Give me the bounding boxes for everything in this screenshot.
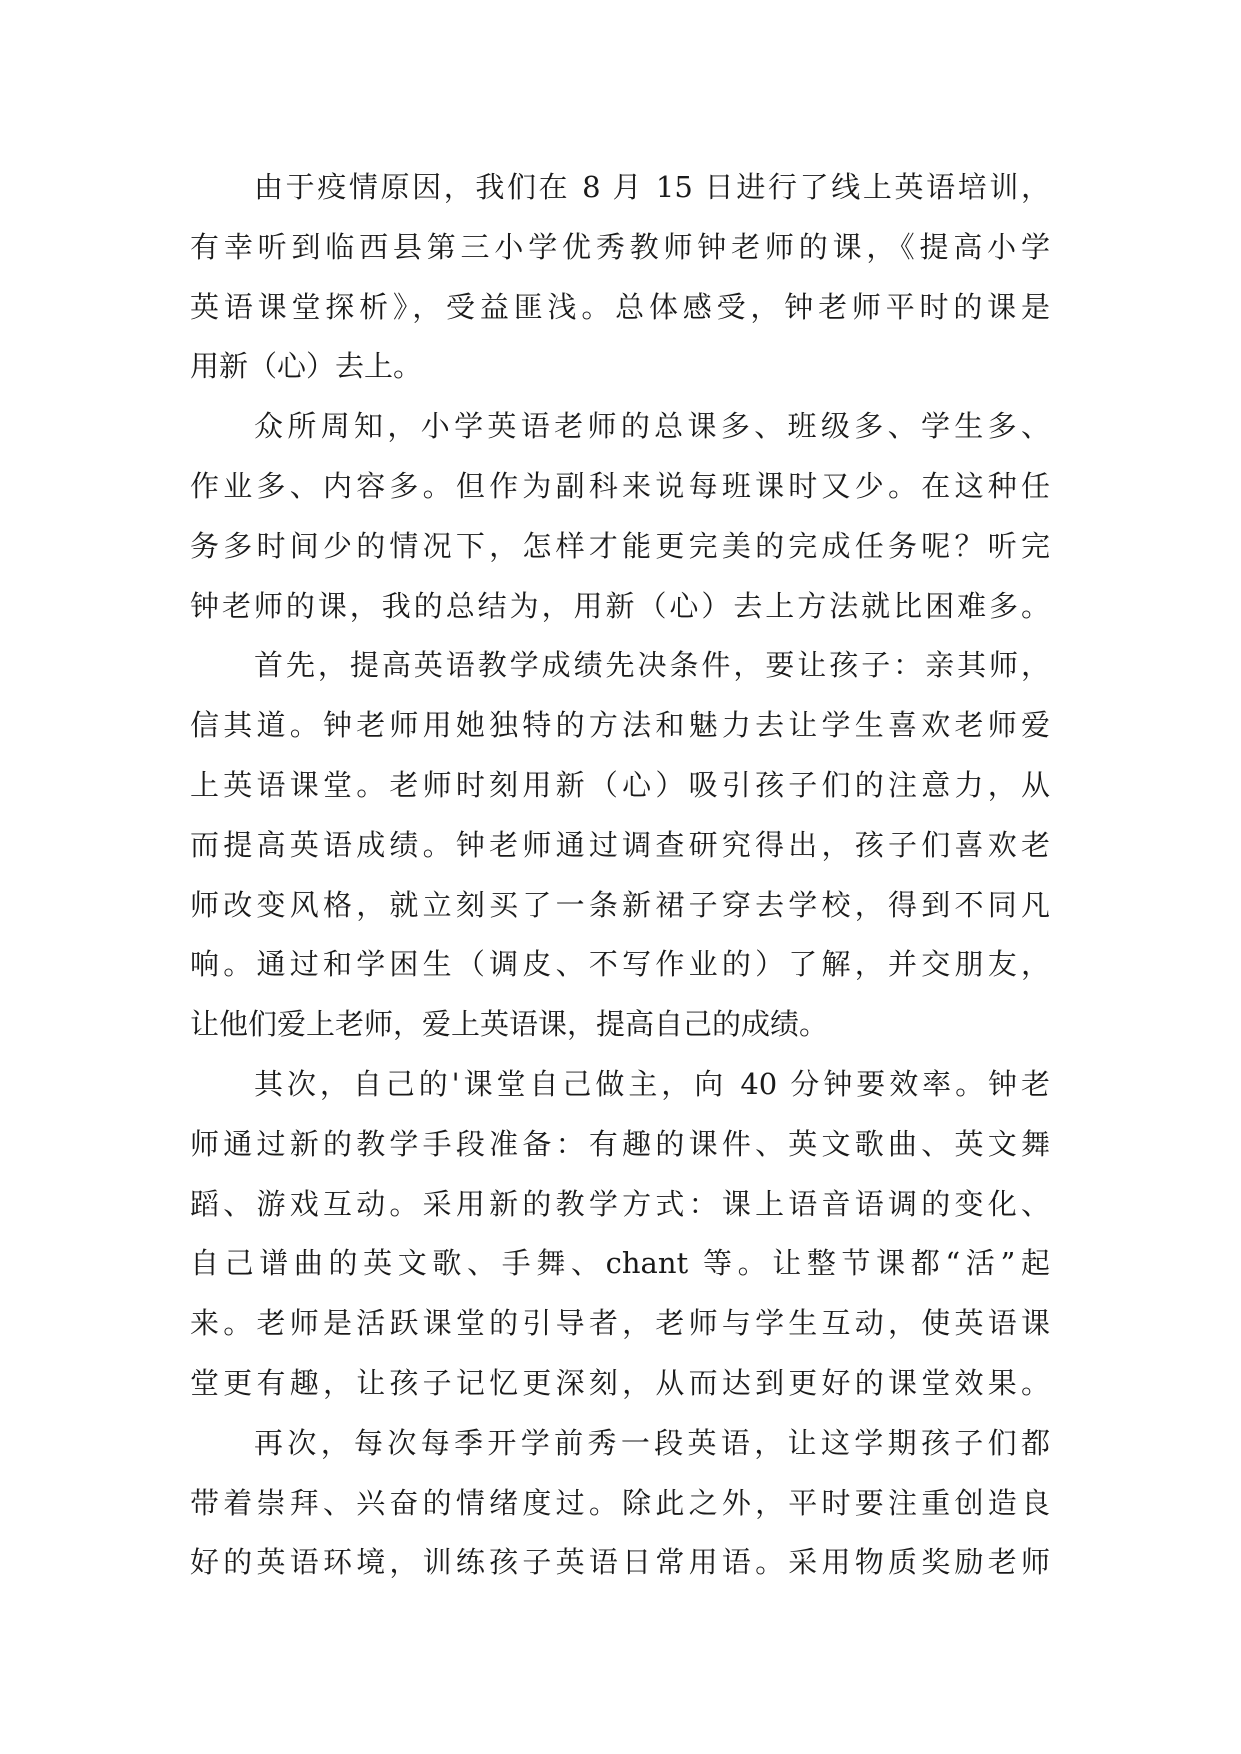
paragraph-5-line-1: 再次，每次每季开学前秀一段英语，让这学期孩子们都 (254, 1425, 1050, 1460)
paragraph-4-line-6: 堂更有趣，让孩子记忆更深刻，从而达到更好的课堂效果。 (190, 1365, 1050, 1400)
paragraph-4-line-1: 其次，自己的'课堂自己做主，向 40 分钟要效率。钟老 (254, 1066, 1050, 1101)
paragraph-4-line-4: 自己谱曲的英文歌、手舞、chant 等。让整节课都“活”起 (190, 1246, 1050, 1281)
paragraph-2-line-2: 作业多、内容多。但作为副科来说每班课时又少。在这种任 (190, 468, 1050, 503)
paragraph-1-line-3: 英语课堂探析》，受益匪浅。总体感受，钟老师平时的课是 (190, 289, 1050, 324)
paragraph-3-line-3: 上英语课堂。老师时刻用新（心）吸引孩子们的注意力，从 (190, 767, 1050, 802)
document-body (190, 158, 1050, 1593)
paragraph-1-line-4: 用新（心）去上。 (190, 349, 423, 384)
paragraph-2-line-1: 众所周知，小学英语老师的总课多、班级多、学生多、 (254, 409, 1050, 444)
paragraph-3-line-1: 首先，提高英语教学成绩先决条件，要让孩子：亲其师， (254, 648, 1050, 683)
paragraph-3-line-4: 而提高英语成绩。钟老师通过调查研究得出，孩子们喜欢老 (190, 827, 1050, 862)
paragraph-1-line-1: 由于疫情原因，我们在 8 月 15 日进行了线上英语培训， (254, 170, 1050, 204)
paragraph-4-line-2: 师通过新的教学手段准备：有趣的课件、英文歌曲、英文舞 (190, 1126, 1050, 1161)
paragraph-2-line-4: 钟老师的课，我的总结为，用新（心）去上方法就比困难多。 (190, 588, 1050, 623)
paragraph-3-line-2: 信其道。钟老师用她独特的方法和魅力去让学生喜欢老师爱 (190, 708, 1050, 743)
paragraph-5-line-3: 好的英语环境，训练孩子英语日常用语。采用物质奖励老师 (190, 1545, 1050, 1580)
paragraph-1-line-2: 有幸听到临西县第三小学优秀教师钟老师的课，《提高小学 (190, 229, 1050, 264)
paragraph-4-line-5: 来。老师是活跃课堂的引导者，老师与学生互动，使英语课 (190, 1306, 1050, 1341)
paragraph-3-line-6: 响。通过和学困生（调皮、不写作业的）了解，并交朋友， (190, 947, 1050, 982)
paragraph-3-line-7: 让他们爱上老师，爱上英语课，提高自己的成绩。 (190, 1007, 829, 1042)
paragraph-3-line-5: 师改变风格，就立刻买了一条新裙子穿去学校，得到不同凡 (190, 887, 1050, 922)
paragraph-4-line-3: 蹈、游戏互动。采用新的教学方式：课上语音语调的变化、 (190, 1186, 1050, 1221)
paragraph-2-line-3: 务多时间少的情况下，怎样才能更完美的完成任务呢？听完 (190, 528, 1050, 563)
paragraph-5-line-2: 带着崇拜、兴奋的情绪度过。除此之外，平时要注重创造良 (190, 1485, 1050, 1520)
